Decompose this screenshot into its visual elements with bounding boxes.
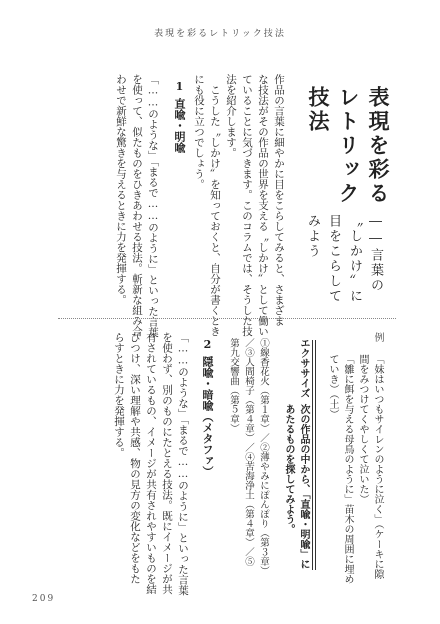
example-line: 間をみつけてくやしくて泣いた）	[357, 354, 368, 504]
exercise-item-line: ／③人間椅子（第４章）／④苦海浄土（第４章）／⑤	[243, 338, 254, 566]
section-1-number: 1	[173, 80, 186, 93]
subtitle-line-2: 〝しかけ〟に	[347, 214, 362, 304]
example-line: ていき）（土）	[327, 354, 338, 419]
intro-line: こうした〝しかけ〟を知っておくと、自分が書くとき	[209, 74, 221, 337]
section-divider	[58, 318, 396, 319]
section-1-body-line: を使って、似たものをひきあわせる技法。斬新な組み合	[131, 74, 143, 337]
page-title-line-2: レトリック	[336, 86, 360, 206]
section-2-body-line: らすときに力を発揮する。	[113, 332, 125, 458]
running-header: 表現を彩るレトリック技法	[154, 29, 286, 39]
intro-line: 作品の言葉に細やかに目をこらしてみると、さまざま	[273, 74, 285, 326]
section-2-heading: 隠喩・暗喩（メタファ）	[201, 356, 214, 477]
subtitle-line-4: みよう	[305, 214, 320, 259]
section-1-heading: 直喩・明喩	[173, 98, 186, 153]
exercise-item-line: ①線香花火（第１章）／②薄やみにぽんぽり（第３章）	[258, 338, 269, 576]
example-label: 例	[372, 332, 383, 342]
section-1-body-line: 「……のような」「まるで……のように」といった言葉	[147, 74, 159, 338]
section-2-body-line: 有されているもの、イメージが共有されやすいものを結	[145, 332, 157, 595]
exercise-item-line: 第九交響曲（第５章）	[228, 338, 239, 433]
exercise-divider	[312, 340, 316, 570]
subtitle-line-3: 目をこらして	[326, 214, 341, 304]
intro-line: ていることに気づきます。このコラムでは、そうした技	[241, 74, 253, 337]
page-title-line-3: 技法	[306, 86, 330, 134]
exercise-prompt: あたるものを探してみよう。	[283, 404, 294, 534]
example-line: 「妹はいつもサイレンのように泣く」（ケーキに隙	[372, 354, 383, 579]
page-title-line-1: 表現を彩る	[366, 86, 390, 206]
section-2-body-line: 「……のような」「まるで……のように」といった言葉	[177, 332, 189, 596]
exercise-prompt: 次の作品の中から、「直喩・明喩」に	[298, 404, 309, 569]
section-2-body-line: びつけ、深い理解や共感、物の見方の変化などをもた	[129, 332, 141, 584]
intro-line: にも役に立つでしょう。	[193, 74, 205, 190]
page-number: 209	[32, 594, 56, 604]
exercise-tag: エクササイズ	[298, 338, 309, 398]
section-1-body-line: わせで新鮮な驚きを与えるときに力を発揮する。	[115, 74, 127, 305]
example-line: 「雛に餌を与える母鳥のように」苗木の周囲に埋め	[342, 354, 353, 584]
intro-line: 法を紹介します。	[225, 74, 237, 158]
section-2-number: 2	[201, 338, 214, 351]
subtitle-line-1: ――言葉の	[368, 214, 383, 293]
section-2-body-line: を使わず、別のものにたとえる技法。既にイメージが共	[161, 332, 173, 595]
intro-line: な技法がその作品の世界を支える〝しかけ〟として働い	[257, 74, 269, 337]
